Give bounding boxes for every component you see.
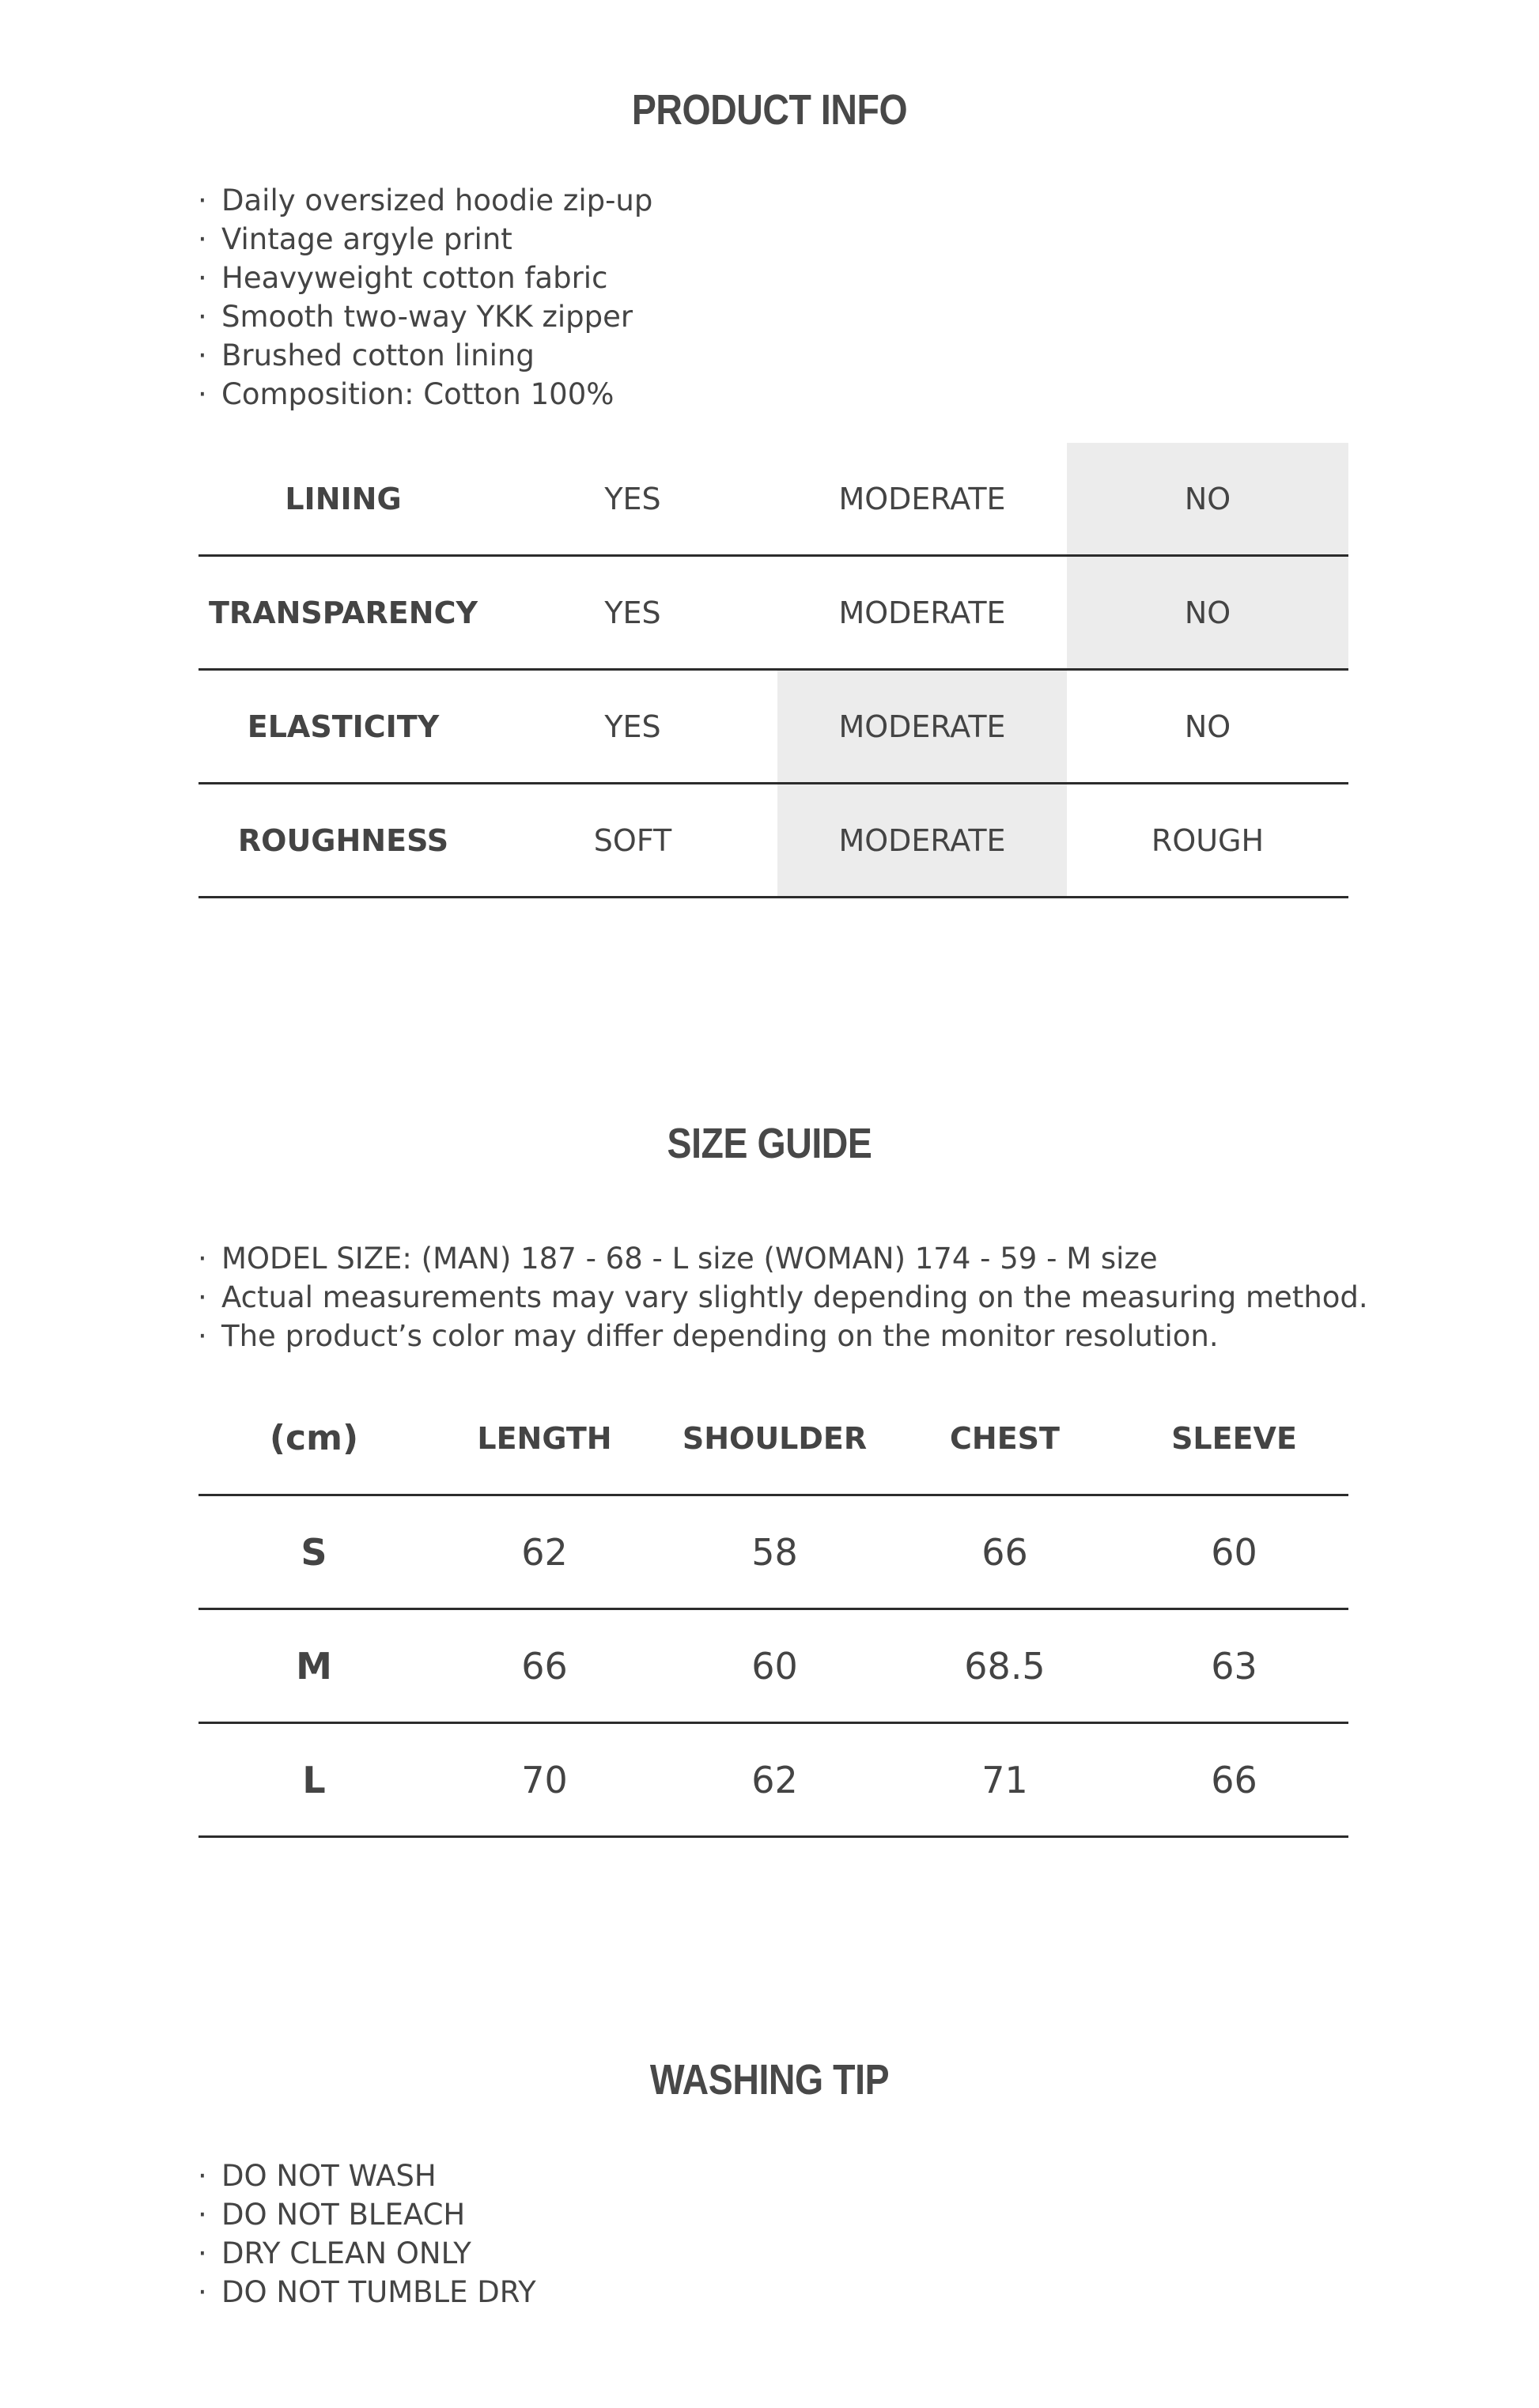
property-option: MODERATE: [777, 443, 1067, 556]
bullet-dot: ·: [198, 1242, 207, 1276]
list-item: · The product’s color may differ depending on the monitor resolution.: [198, 1317, 1368, 1355]
product-info-list: [198, 181, 652, 414]
chest-header: CHEST: [890, 1382, 1120, 1495]
table-row: [199, 670, 1348, 784]
table-row: [199, 1723, 1348, 1837]
bullet-dot: ·: [198, 2236, 207, 2270]
length-value: 62: [429, 1495, 660, 1609]
property-option: NO: [1067, 670, 1348, 784]
property-label: ROUGHNESS: [199, 784, 488, 898]
product-info-title: PRODUCT INFO: [631, 86, 908, 134]
shoulder-value: 62: [660, 1723, 890, 1837]
list-item: · Brushed cotton lining: [198, 336, 652, 375]
sleeve-value: 63: [1120, 1609, 1348, 1723]
property-option: MODERATE: [777, 556, 1067, 670]
shoulder-header: SHOULDER: [660, 1382, 890, 1495]
bullet-dot: ·: [198, 338, 207, 372]
size-label: M: [199, 1609, 429, 1723]
bullet-dot: ·: [198, 2198, 207, 2232]
list-item: · Daily oversized hoodie zip-up: [198, 181, 652, 220]
size-label: S: [199, 1495, 429, 1609]
bullet-dot: ·: [198, 222, 207, 256]
size-table-header-row: [199, 1382, 1348, 1495]
property-option-selected: NO: [1067, 556, 1348, 670]
bullet-dot: ·: [198, 2275, 207, 2309]
list-item: · Vintage argyle print: [198, 220, 652, 259]
bullet-dot: ·: [198, 261, 207, 295]
washing-tip-title: WASHING TIP: [649, 2056, 890, 2104]
shoulder-value: 60: [660, 1609, 890, 1723]
table-row: [199, 443, 1348, 556]
chest-value: 71: [890, 1723, 1120, 1837]
property-label: LINING: [199, 443, 488, 556]
property-option: YES: [488, 556, 777, 670]
property-option: YES: [488, 443, 777, 556]
length-value: 70: [429, 1723, 660, 1837]
list-item: · DO NOT TUMBLE DRY: [198, 2273, 536, 2312]
bullet-dot: ·: [198, 1280, 207, 1314]
unit-header: (cm): [199, 1382, 429, 1495]
list-item: · DRY CLEAN ONLY: [198, 2234, 536, 2273]
size-guide-notes: [198, 1239, 1368, 1355]
list-item: · Composition: Cotton 100%: [198, 375, 652, 414]
table-row: [199, 1609, 1348, 1723]
bullet-dot: ·: [198, 2159, 207, 2193]
property-option: SOFT: [488, 784, 777, 898]
bullet-dot: ·: [198, 183, 207, 217]
shoulder-value: 58: [660, 1495, 890, 1609]
property-option: ROUGH: [1067, 784, 1348, 898]
length-value: 66: [429, 1609, 660, 1723]
list-item: · Smooth two-way YKK zipper: [198, 297, 652, 336]
chest-value: 66: [890, 1495, 1120, 1609]
list-item: · DO NOT BLEACH: [198, 2195, 536, 2234]
bullet-dot: ·: [198, 1319, 207, 1353]
sleeve-value: 60: [1120, 1495, 1348, 1609]
property-option: YES: [488, 670, 777, 784]
size-label: L: [199, 1723, 429, 1837]
table-row: [199, 784, 1348, 898]
list-item: · Actual measurements may vary slightly depending on the measuring method.: [198, 1278, 1368, 1317]
property-option-selected: MODERATE: [777, 784, 1067, 898]
sleeve-value: 66: [1120, 1723, 1348, 1837]
bullet-dot: ·: [198, 300, 207, 334]
length-header: LENGTH: [429, 1382, 660, 1495]
property-label: ELASTICITY: [199, 670, 488, 784]
property-option-selected: MODERATE: [777, 670, 1067, 784]
list-item: · Heavyweight cotton fabric: [198, 259, 652, 297]
list-item: · MODEL SIZE: (MAN) 187 - 68 - L size (WOMAN) 174 - 59 - M size: [198, 1239, 1368, 1278]
table-row: [199, 1495, 1348, 1609]
table-row: [199, 556, 1348, 670]
size-chart-table: [199, 1382, 1348, 1838]
sleeve-header: SLEEVE: [1120, 1382, 1348, 1495]
property-option-selected: NO: [1067, 443, 1348, 556]
bullet-dot: ·: [198, 377, 207, 411]
size-guide-title: SIZE GUIDE: [667, 1120, 872, 1167]
list-item: · DO NOT WASH: [198, 2157, 536, 2195]
chest-value: 68.5: [890, 1609, 1120, 1723]
washing-tip-list: [198, 2157, 536, 2312]
property-label: TRANSPARENCY: [199, 556, 488, 670]
fabric-properties-table: [199, 443, 1348, 898]
